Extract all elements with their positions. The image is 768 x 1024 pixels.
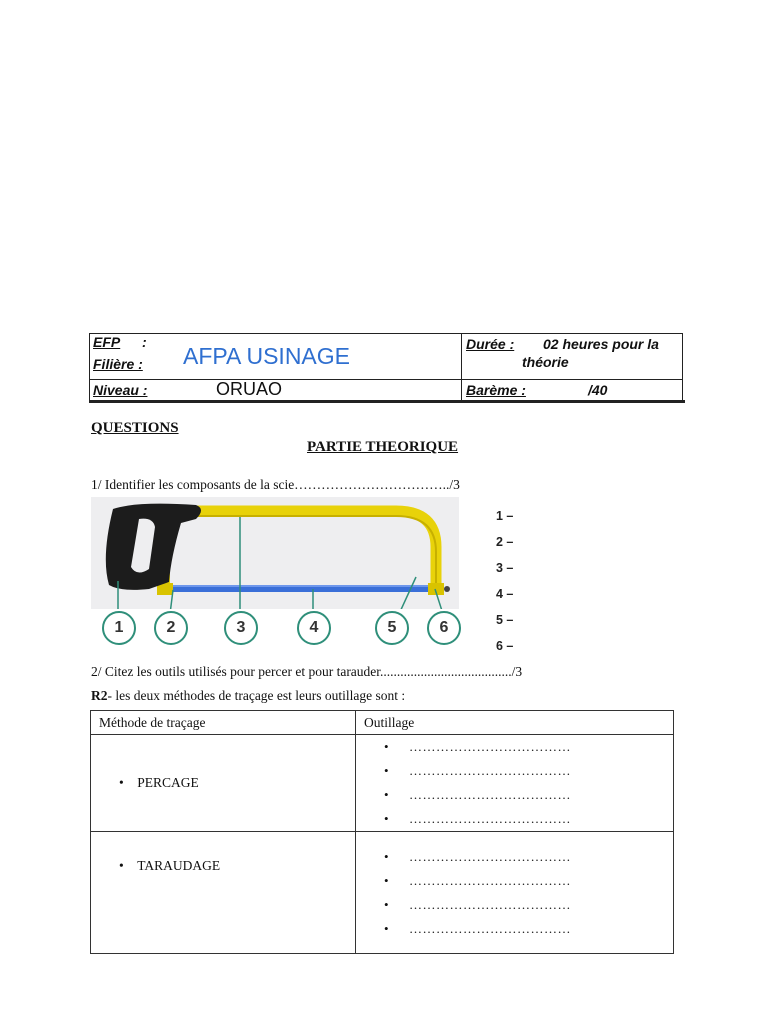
method-percage: • PERCAGE [119,775,199,790]
bareme-value: /40 [588,382,608,398]
tool-blank[interactable]: • ……………………………… [384,896,571,912]
bareme-label: Barème : [466,382,526,398]
tool-blank[interactable]: • ……………………………… [384,920,571,936]
duree-label: Durée : [466,336,515,352]
col-header-method: Méthode de traçage [91,711,356,735]
legend-item-4: 4 – [496,587,514,601]
methods-table [90,710,674,954]
header-bottom-rule [89,400,685,403]
table-row [91,832,674,954]
legend-item-3: 3 – [496,561,514,575]
callout-6: 6 [427,611,461,645]
method-cell [91,832,356,954]
method-cell [91,735,356,832]
tool-blank[interactable]: • ……………………………… [384,739,571,754]
r2-text: - les deux méthodes de traçage est leurs outillage sont : [107,688,406,703]
callout-1: 1 [102,611,136,645]
method-label: PERCAGE [137,775,199,790]
callout-4: 4 [297,611,331,645]
niveau-value: ORUAO [216,379,283,399]
niveau-label: Niveau : [93,382,148,398]
header-row-divider [90,379,682,380]
legend-item-5: 5 – [496,613,514,627]
tool-blank[interactable]: • ……………………………… [384,811,571,826]
callout-3: 3 [224,611,258,645]
callout-5: 5 [375,611,409,645]
legend-item-2: 2 – [496,535,514,549]
callout-2: 2 [154,611,188,645]
method-label: TARAUDAGE [137,858,221,873]
hacksaw-image [91,497,459,609]
header-table [89,333,683,401]
legend-item-1: 1 – [496,509,514,523]
r2-label: R2 [91,688,108,703]
filiere-value: AFPA USINAGE [183,343,351,369]
tools-cell [356,735,674,832]
tools-cell [356,832,674,954]
filiere-label: Filière : [93,356,143,372]
hacksaw-drawing [91,497,459,609]
partie-title: PARTIE THEORIQUE [307,439,459,455]
header-divider [461,334,462,400]
legend-item-6: 6 – [496,639,514,653]
method-taraudage: • TARAUDAGE [119,858,221,873]
col-header-tools: Outillage [356,711,674,735]
tool-blank[interactable]: • ……………………………… [384,763,571,778]
questions-title: QUESTIONS [91,420,179,436]
efp-label: EFP [93,334,121,350]
tool-blank[interactable]: • ……………………………… [384,848,571,864]
efp-colon: : [142,334,147,350]
r2-line [91,688,405,704]
question-1: 1/ Identifier les composants de la scie……………………………../3 [91,477,460,492]
tool-blank[interactable]: • ……………………………… [384,872,571,888]
question-2: 2/ Citez les outils utilisés pour percer et pour tarauder......................................./3 [91,664,523,679]
table-row [91,735,674,832]
table-header-row [91,711,674,735]
duree-value: 02 heures pour la [543,336,659,352]
duree-value-2: théorie [522,354,569,370]
tool-blank[interactable]: • ……………………………… [384,787,571,802]
